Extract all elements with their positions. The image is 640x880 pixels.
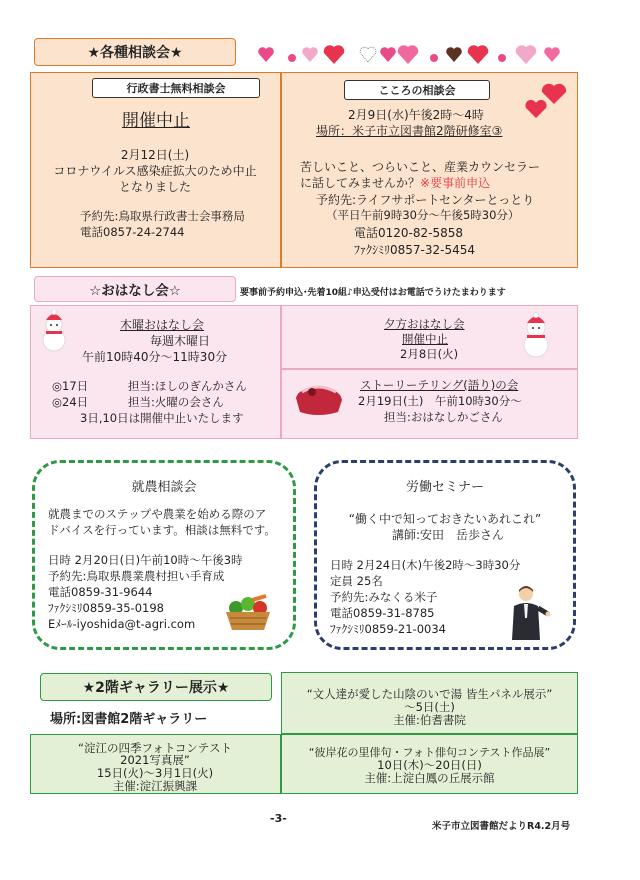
- rodo-datetime: 日時 2月24日(木)午後2時～3時30分: [330, 558, 521, 572]
- gyosei-note1: コロナウイルス感染症拡大のため中止: [53, 164, 257, 178]
- rodo-tel: 電話0859-31-8785: [330, 606, 435, 620]
- gallery-e2-date: 15日(火)～3月1日(火): [96, 766, 214, 780]
- businessman-icon: [506, 584, 550, 642]
- kokoro-tel: 電話0120-82-5858: [354, 226, 464, 240]
- consult-header-text: ★各種相談会★: [87, 45, 183, 61]
- gallery-header-text: ★2階ギャラリー展示★: [82, 680, 230, 696]
- mokuyou-d2who: 担当:火曜の会さん: [128, 395, 224, 409]
- kokoro-label: [344, 80, 490, 100]
- kokoro-desc2b: ※要事前申込: [420, 176, 491, 190]
- kokoro-desc2: [300, 174, 490, 191]
- shuno-desc2: ドバイスを行っています。相談は無料です。: [48, 523, 276, 537]
- gyosei-label: [92, 78, 260, 98]
- gyosei-date: 2月12日(土): [120, 148, 190, 162]
- kokoro-fax: ﾌｧｸｼﾐﾘ0857-32-5454: [354, 243, 476, 257]
- yugata-title: 夕方おはなし会: [384, 317, 465, 331]
- kokoro-contact: 予約先:ライフサポートセンターとっとり: [316, 193, 535, 207]
- gallery-header: [40, 673, 272, 701]
- mokuyou-time: 午前10時40分～11時30分: [82, 350, 228, 364]
- shuno-email: Eﾒｰﾙ-iyoshida@t-agri.com: [48, 617, 196, 631]
- shuno-contact: 予約先:鳥取県農業農村担い手育成: [48, 569, 225, 583]
- mokuyou-d1: ◎17日: [52, 379, 89, 393]
- kokoro-hours: （平日午前9時30分～午後5時30分）: [326, 208, 520, 222]
- hearts-icon: [522, 82, 572, 122]
- gyosei-note2: となりました: [118, 180, 191, 194]
- kokoro-desc2a: に話してみませんか？: [300, 176, 421, 190]
- rodo-speaker: 講師:安田 岳歩さん: [392, 528, 505, 542]
- gallery-e1-title: “文人達が愛した山陰のいで湯 皆生パネル展示”: [306, 687, 553, 701]
- shuno-datetime: 日時 2月20日(日)午前10時～午後3時: [48, 553, 243, 567]
- gallery-e3-title: “彼岸花の里俳句・フォト俳句コンテスト作品展”: [308, 746, 551, 759]
- gyosei-status: 開催中止: [122, 111, 190, 131]
- vegetable-basket-icon: [222, 594, 274, 634]
- gyosei-label-text: 行政書士無料相談会: [126, 82, 226, 95]
- gallery-e1-date: ～5日(土): [404, 700, 455, 714]
- ohanashi-hdivider: [280, 368, 578, 370]
- cake-icon: [292, 378, 346, 418]
- ohanashi-header-text: ☆おはなし会☆: [89, 283, 181, 299]
- page-number: -3-: [270, 812, 287, 825]
- consult-divider: [280, 72, 282, 268]
- snowman-icon: [36, 310, 72, 352]
- mokuyou-freq: 毎週木曜日: [149, 334, 210, 348]
- heart-icon: [258, 45, 560, 64]
- rodo-capacity: 定員 25名: [330, 574, 383, 588]
- snowman-icon: [516, 312, 556, 358]
- gyosei-contact: 予約先:鳥取県行政書士会事務局: [80, 209, 245, 223]
- rodo-contact: 予約先:みなくる米子: [330, 590, 438, 604]
- kokoro-place: 場所：米子市立図書館2階研修室③: [316, 124, 503, 138]
- story-date: 2月19日(土) 午前10時30分～: [358, 394, 522, 408]
- shuno-fax: ﾌｧｸｼﾐﾘ0859-35-0198: [48, 601, 164, 615]
- heart-garland: [258, 44, 563, 66]
- yugata-date: 2月8日(火): [400, 347, 459, 361]
- consult-header: [34, 38, 236, 66]
- mokuyou-d1who: 担当:ほしのぎんかさん: [128, 379, 247, 393]
- story-who: 担当:おはなしかごさん: [384, 410, 503, 424]
- mokuyou-title: 木曜おはなし会: [120, 318, 205, 332]
- gallery-e2-title2: 2021写真展”: [120, 753, 190, 767]
- ohanashi-notice: 要事前予約申込･先着10組♪申込受付はお電話でうけたまわります: [240, 288, 506, 298]
- gallery-e3-date: 10日(木)～20日(日): [377, 758, 482, 772]
- rodo-fax: ﾌｧｸｼﾐﾘ0859-21-0034: [330, 622, 446, 636]
- yugata-status: 開催中止: [402, 332, 448, 346]
- gallery-e1-org: 主催:伯耆書院: [393, 713, 466, 727]
- gallery-e2-org: 主催:淀江振興課: [112, 779, 198, 793]
- shuno-title: 就農相談会: [131, 480, 197, 495]
- kokoro-label-text: こころの相談会: [378, 84, 456, 97]
- ohanashi-header: [34, 276, 236, 302]
- gallery-e2-title: “淀江の四季フォトコンテスト: [78, 741, 232, 755]
- mokuyou-cancel: 3日,10日は開催中止いたします: [80, 411, 244, 425]
- kokoro-desc1: 苦しいこと、つらいこと、産業カウンセラー: [300, 160, 541, 174]
- kokoro-datetime: 2月9日(水)午後2時～4時: [348, 108, 484, 122]
- gyosei-tel: 電話0857-24-2744: [80, 225, 185, 239]
- rodo-subtitle: “働く中で知っておきたいあれこれ”: [348, 512, 542, 526]
- ohanashi-vdivider: [280, 305, 282, 439]
- gallery-e3-org: 主催:上淀白鳳の丘展示館: [364, 771, 495, 785]
- story-title: ストーリーテリング(語り)の会: [360, 378, 519, 392]
- gallery-place: 場所:図書館2階ギャラリー: [50, 712, 208, 727]
- footer-source: 米子市立図書館だよりR4.2月号: [432, 821, 571, 832]
- rodo-title: 労働セミナー: [405, 480, 484, 495]
- mokuyou-d2: ◎24日: [52, 395, 89, 409]
- shuno-desc1: 就農までのステップや農業を始める際のア: [48, 507, 267, 521]
- shuno-tel: 電話0859-31-9644: [48, 585, 153, 599]
